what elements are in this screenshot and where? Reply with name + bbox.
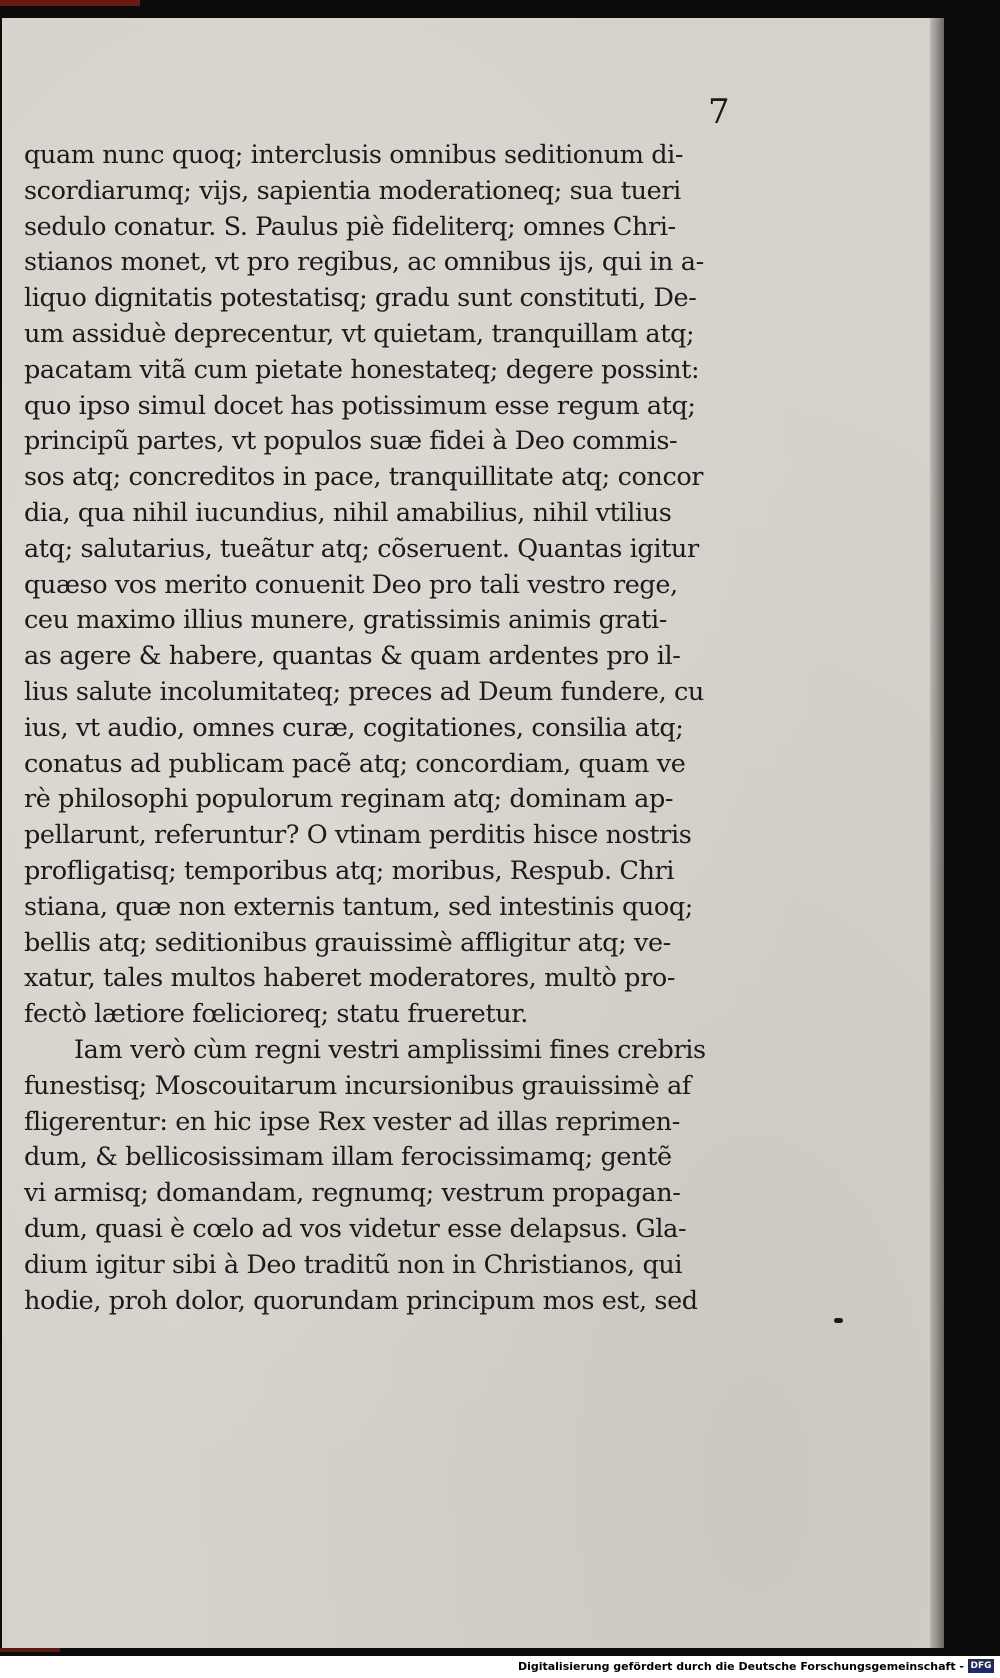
text-line: um assiduè deprecentur, vt quietam, tranquillam atq; bbox=[24, 318, 695, 349]
text-line: fligerentur: en hic ipse Rex vester ad illas reprimen- bbox=[24, 1106, 680, 1137]
color-strip-top bbox=[0, 0, 140, 6]
text-line: as agere & habere, quantas & quam ardentes pro il- bbox=[24, 641, 681, 672]
text-line: quam nunc quoq; interclusis omnibus seditionum di- bbox=[24, 140, 684, 170]
page-number: 7 bbox=[708, 92, 730, 132]
text-line: sos atq; concreditos in pace, tranquillitate atq; concor bbox=[24, 462, 704, 493]
text-line: fectò lætiore fœlicioreq; statu frueretur. bbox=[24, 999, 528, 1030]
text-line: dium igitur sibi à Deo traditũ non in Christianos, qui bbox=[24, 1249, 683, 1280]
text-line: funestisq; Moscouitarum incursionibus grauissimè af bbox=[24, 1070, 691, 1101]
text-line: rè philosophi populorum reginam atq; dominam ap- bbox=[24, 784, 674, 815]
text-line: sedulo conatur. S. Paulus piè fideliterq; omnes Chri- bbox=[24, 211, 676, 242]
body-text bbox=[24, 138, 754, 1319]
digitization-credit: Digitalisierung gefördert durch die Deutsche Forschungsgemeinschaft - bbox=[517, 1660, 964, 1673]
text-line: stiana, quæ non externis tantum, sed intestinis quoq; bbox=[24, 891, 693, 922]
text-line: stianos monet, vt pro regibus, ac omnibus ijs, qui in a- bbox=[24, 247, 704, 278]
text-line: profligatisq; temporibus atq; moribus, Respub. Chri bbox=[24, 855, 675, 886]
color-strip-bottom bbox=[0, 1648, 60, 1652]
text-line: scordiarumq; vijs, sapientia moderationeq; sua tueri bbox=[24, 175, 681, 206]
text-line: pacatam vitã cum pietate honestateq; degere possint: bbox=[24, 354, 700, 385]
text-line: atq; salutarius, tueãtur atq; cõseruent. Quantas igitur bbox=[24, 533, 699, 564]
text-line: quæso vos merito conuenit Deo pro tali vestro rege, bbox=[24, 569, 678, 600]
text-line: ceu maximo illius munere, gratissimis animis grati- bbox=[24, 605, 667, 636]
text-line: xatur, tales multos haberet moderatores, multò pro- bbox=[24, 963, 676, 994]
page-edge-shadow bbox=[930, 18, 944, 1648]
text-line: lius salute incolumitateq; preces ad Deum fundere, cu bbox=[24, 676, 704, 707]
text-line: principũ partes, vt populos suæ fidei à Deo commis- bbox=[24, 426, 678, 457]
text-line: dia, qua nihil iucundius, nihil amabilius, nihil vtilius bbox=[24, 497, 672, 528]
dfg-logo: DFG bbox=[968, 1659, 994, 1673]
text-line: conatus ad publicam pacẽ atq; concordiam, quam ve bbox=[24, 748, 686, 779]
text-line: hodie, proh dolor, quorundam principum mos est, sed bbox=[24, 1285, 698, 1316]
text-line: dum, quasi è cœlo ad vos videtur esse delapsus. Gla- bbox=[24, 1213, 687, 1244]
ink-speck bbox=[834, 1318, 843, 1323]
text-line: vi armisq; domandam, regnumq; vestrum propagan- bbox=[24, 1178, 681, 1209]
text-line: bellis atq; seditionibus grauissimè affligitur atq; ve- bbox=[24, 927, 671, 958]
text-line: ius, vt audio, omnes curæ, cogitationes, consilia atq; bbox=[24, 712, 684, 743]
text-line: liquo dignitatis potestatisq; gradu sunt constituti, De- bbox=[24, 283, 697, 314]
text-line: quo ipso simul docet has potissimum esse regum atq; bbox=[24, 390, 696, 421]
text-line: dum, & bellicosissimam illam ferocissimamq; gentẽ bbox=[24, 1142, 672, 1173]
text-line: pellarunt, referuntur? O vtinam perditis hisce nostris bbox=[24, 820, 692, 851]
paragraph-start-line: Iam verò cùm regni vestri amplissimi fines crebris bbox=[74, 1034, 706, 1065]
